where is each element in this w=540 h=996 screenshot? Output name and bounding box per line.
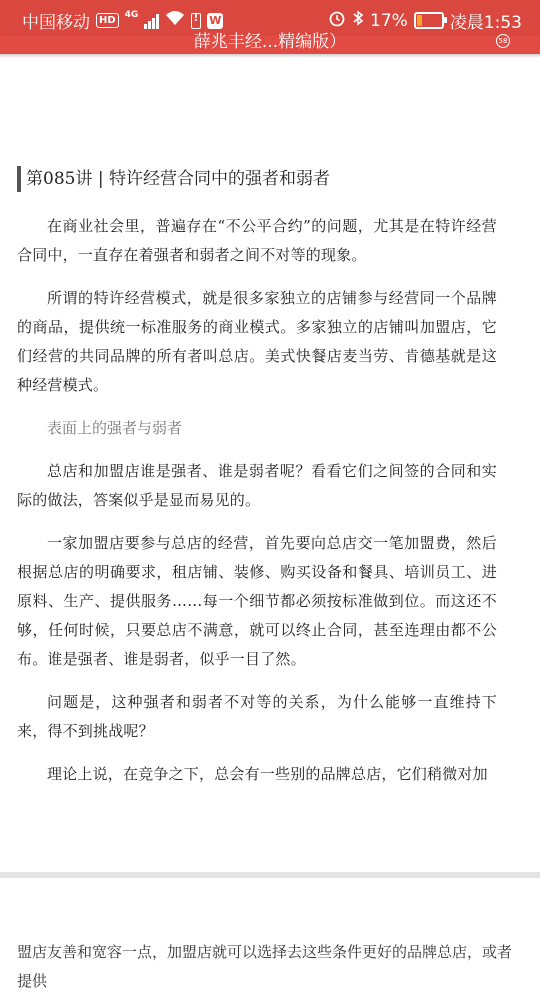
reader-title-bar[interactable] [0,32,540,54]
page-separator [0,872,540,878]
network-type: 4G [124,9,139,20]
carrier-label: 中国移动 [22,13,90,33]
section-subheading: 表面上的强者与弱者 [47,419,183,437]
clock: 凌晨1:53 [449,13,522,33]
reading-content [17,212,497,803]
paragraph: 理论上说，在竞争之下，总会有一些别的品牌总店，它们稍微对加 [47,765,488,783]
paragraph: 总店和加盟店谁是强者、谁是弱者呢？看看它们之间签的合同和实际的做法，答案似乎是显而易见的。 [17,462,497,509]
paragraph: 所谓的特许经营模式，就是很多家独立的店铺参与经营同一个品牌的商品，提供统一标准服务的商业模式。多家独立的店铺叫加盟店，它们经营的共同品牌的所有者叫总店。美式快餐店麦当劳、肯德基就是这种经营模式。 [17,289,497,394]
header-shadow [0,54,540,58]
battery-percent: 17% [370,10,408,31]
next-page-preview [17,943,517,990]
book-title: 薛兆丰经...精编版） [193,32,347,52]
paragraph: 一家加盟店要参与总店的经营，首先要向总店交一笔加盟费，然后根据总店的明确要求，租店铺、装修、购买设备和餐具、培训员工、进原料、生产、提供服务……每一个细节都必须按标准做到位。而这还不够，任何时候，只要总店不满意，就可以终止合同，甚至连理由都不公布。谁是强者、谁是弱者，似乎一目了然。 [17,534,497,668]
hd-icon: HD [96,13,119,28]
paragraph: 问题是，这种强者和弱者不对等的关系，为什么能够一直维持下来，得不到挑战呢？ [17,693,497,740]
paragraph: 在商业社会里，普遍存在“不公平合约”的问题，尤其是在特许经营合同中，一直存在着强者和弱者之间不对等的现象。 [17,217,497,264]
chapter-title: 第085讲 | 特许经营合同中的强者和弱者 [17,166,330,192]
next-page-text: 盟店友善和宽容一点，加盟店就可以选择去这些条件更好的品牌总店，或者提供 [17,943,513,990]
page-number-badge: 58 [496,34,510,48]
app-notification-icon: W [209,13,222,27]
